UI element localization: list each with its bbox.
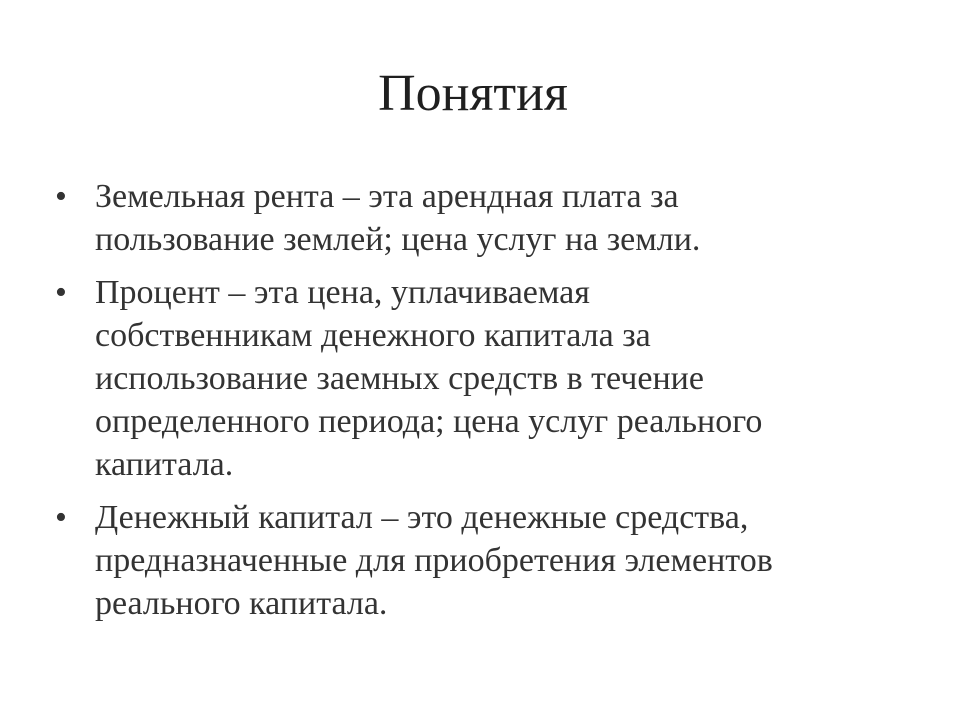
slide-title: Понятия — [378, 65, 568, 122]
bullet-line: капитала. — [95, 446, 234, 483]
bullet-line: предназначенные для приобретения элементов — [95, 542, 773, 579]
bullet-text — [95, 271, 915, 486]
bullet-text — [95, 496, 915, 625]
bullet-marker: • — [55, 499, 67, 536]
bullet-item-money-capital — [55, 496, 915, 625]
bullet-line: пользование землей; цена услуг на земли. — [95, 221, 701, 258]
bullet-marker: • — [55, 178, 67, 215]
bullet-line: собственникам денежного капитала за — [95, 317, 651, 354]
bullet-line: реального капитала. — [95, 585, 388, 622]
bullet-line: Земельная рента – эта арендная плата за — [95, 178, 679, 215]
bullet-marker: • — [55, 274, 67, 311]
bullet-line: Процент – эта цена, уплачиваемая — [95, 274, 590, 311]
bullet-line: определенного периода; цена услуг реального — [95, 403, 763, 440]
bullet-text — [95, 175, 915, 261]
bullet-item-land-rent — [55, 175, 915, 261]
bullet-line: использование заемных средств в течение — [95, 360, 704, 397]
bullet-line: Денежный капитал – это денежные средства, — [95, 499, 749, 536]
bullet-item-interest — [55, 271, 915, 486]
